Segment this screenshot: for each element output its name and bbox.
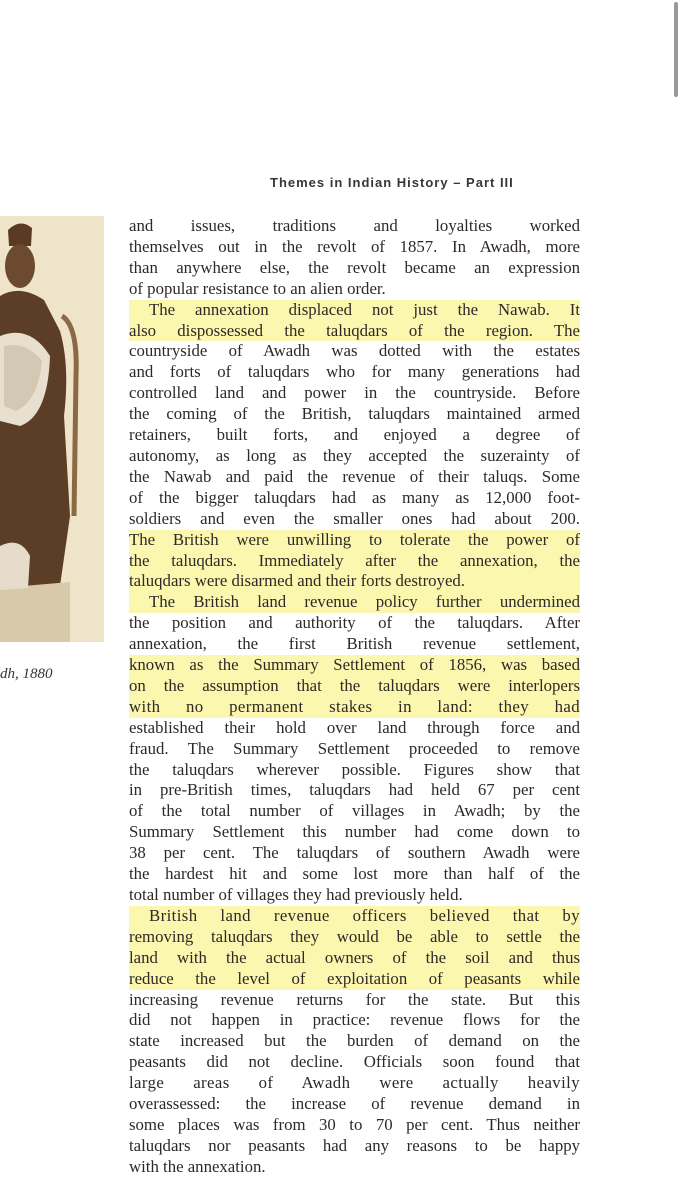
text-line: with the annexation. bbox=[129, 1156, 266, 1176]
text-line: total number of villages they had previously held. bbox=[129, 885, 463, 904]
highlighted-line: the taluqdars. Immediately after the annexation, the bbox=[129, 550, 580, 570]
highlighted-line: known as the Summary Settlement of 1856, was based bbox=[129, 655, 580, 675]
highlighted-line: removing taluqdars they would be able to settle the bbox=[129, 926, 580, 946]
text-line: Summary Settlement this number had come down to bbox=[129, 822, 580, 842]
photo-figure-illustration bbox=[0, 216, 104, 642]
text-line: of the total number of villages in Awadh; by the bbox=[129, 801, 580, 821]
text-line: soldiers and even the smaller ones had about 200. bbox=[129, 508, 580, 528]
text-line: than anywhere else, the revolt became an expression bbox=[129, 257, 580, 277]
text-line: state increased but the burden of demand on the bbox=[129, 1031, 580, 1051]
text-line: retainers, built forts, and enjoyed a degree of bbox=[129, 425, 580, 445]
text-line: annexation, the first British revenue settlement, bbox=[129, 634, 580, 654]
page-header: Themes in Indian History – Part III bbox=[270, 175, 514, 190]
highlighted-line: The British were unwilling to tolerate the power of bbox=[129, 529, 580, 549]
highlighted-line: taluqdars were disarmed and their forts destroyed. bbox=[129, 571, 580, 592]
photo-caption: dh, 1880 bbox=[0, 666, 53, 682]
text-line: themselves out in the revolt of 1857. In Awadh, more bbox=[129, 236, 580, 256]
text-line: the position and authority of the taluqdars. After bbox=[129, 613, 580, 633]
text-line: overassessed: the increase of revenue demand in bbox=[129, 1094, 580, 1114]
paragraph-3 bbox=[129, 592, 580, 906]
text-line: peasants did not decline. Officials soon found that bbox=[129, 1052, 580, 1072]
text-line: did not happen in practice: revenue flows for the bbox=[129, 1010, 580, 1030]
text-line: the Nawab and paid the revenue of their taluqs. Some bbox=[129, 466, 580, 486]
scrollbar[interactable] bbox=[674, 2, 678, 97]
text-line: controlled land and power in the countryside. Before bbox=[129, 383, 580, 403]
highlighted-line: also dispossessed the taluqdars of the region. The bbox=[129, 320, 580, 340]
highlighted-line: land with the actual owners of the soil and thus bbox=[129, 947, 580, 967]
text-line: some places was from 30 to 70 per cent. Thus neither bbox=[129, 1114, 580, 1134]
highlighted-line: The annexation displaced not just the Nawab. It bbox=[129, 300, 580, 321]
paragraph-1 bbox=[129, 216, 580, 300]
text-line: and issues, traditions and loyalties worked bbox=[129, 216, 580, 235]
text-line: countryside of Awadh was dotted with the estates bbox=[129, 341, 580, 361]
text-line: and forts of taluqdars who for many generations had bbox=[129, 362, 580, 382]
text-line: autonomy, as long as they accepted the suzerainty of bbox=[129, 445, 580, 465]
highlighted-line: British land revenue officers believed that by bbox=[129, 906, 580, 927]
highlighted-line: reduce the level of exploitation of peasants while bbox=[129, 968, 580, 988]
book-page-text bbox=[129, 216, 580, 1178]
text-line: of popular resistance to an alien order. bbox=[129, 278, 386, 298]
text-line: of the bigger taluqdars had as many as 12,000 foot- bbox=[129, 487, 580, 507]
highlighted-line: with no permanent stakes in land: they had bbox=[129, 696, 580, 716]
text-line: the coming of the British, taluqdars maintained armed bbox=[129, 404, 580, 424]
text-line: fraud. The Summary Settlement proceeded to remove bbox=[129, 738, 580, 758]
paragraph-4 bbox=[129, 906, 580, 1178]
highlighted-line: The British land revenue policy further undermined bbox=[129, 592, 580, 613]
text-line: in pre-British times, taluqdars had held 67 per cent bbox=[129, 780, 580, 800]
paragraph-2 bbox=[129, 300, 580, 593]
text-line: established their hold over land through force and bbox=[129, 717, 580, 737]
text-line: the hardest hit and some lost more than half of the bbox=[129, 864, 580, 884]
text-line: taluqdars nor peasants had any reasons to be happy bbox=[129, 1135, 580, 1155]
text-line: 38 per cent. The taluqdars of southern Awadh were bbox=[129, 843, 580, 863]
text-line: the taluqdars wherever possible. Figures show that bbox=[129, 759, 580, 779]
historical-photo bbox=[0, 216, 104, 642]
text-line: large areas of Awadh were actually heavily bbox=[129, 1073, 580, 1093]
highlighted-line: on the assumption that the taluqdars were interlopers bbox=[129, 675, 580, 695]
text-line: increasing revenue returns for the state. But this bbox=[129, 989, 580, 1009]
